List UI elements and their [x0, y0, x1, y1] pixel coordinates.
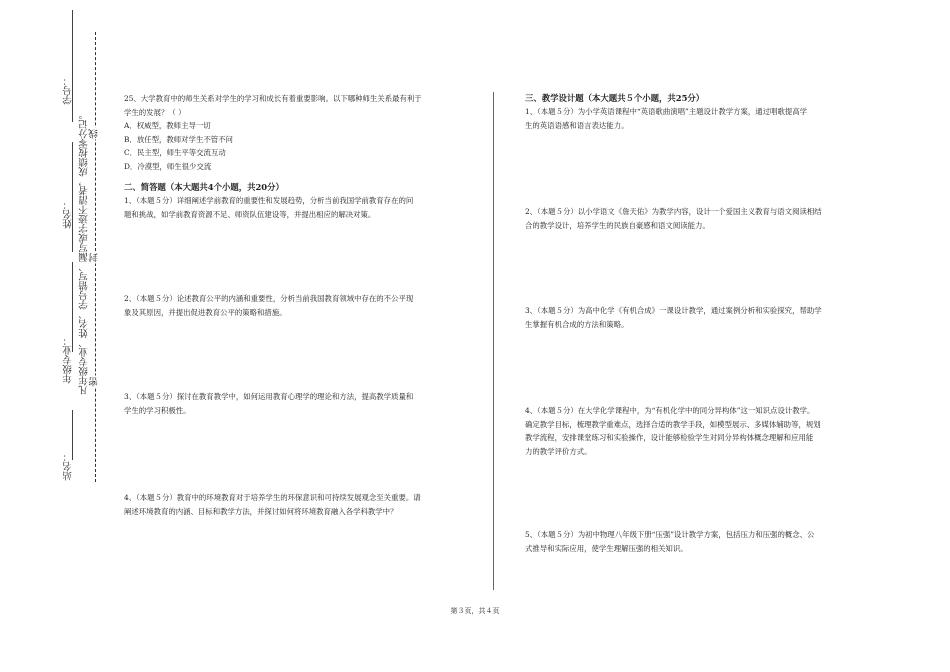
seal-xian: 线	[89, 129, 100, 139]
dq5-line2: 式推导和实际应用，使学生理解压强的相关知识。	[525, 543, 688, 553]
seal-mi: 密	[89, 377, 100, 387]
q25-option-b: B．放任型，教师对学生不管不问	[124, 134, 233, 144]
binding-margin	[0, 0, 110, 672]
section3-heading: 三、教学设计题（本大题共５个小题，共25分）	[525, 93, 705, 103]
sa3-line1: 3、（本题５分）探讨在教育教学中，如何运用教育心理学的理论和方法，提高教学质量和	[124, 392, 414, 401]
question-25	[124, 92, 422, 173]
dq4-line4: 力的教学评价方式。	[525, 446, 592, 456]
sa4-line2: 阐述环境教育的内涵、目标和教学方法，并探讨如何将环境教育融入各学科教学中？	[124, 506, 398, 516]
design-question-4	[525, 404, 821, 458]
sa1-line1: 1、（本题５分）详细阐述学前教育的重要性和发展趋势，分析当前我国学前教育存在的问	[124, 196, 414, 205]
short-answer-1	[124, 194, 413, 221]
dq1-line2: 生的英语语感和语言表达能力。	[525, 120, 629, 130]
xingming-label: 姓名：	[63, 200, 74, 229]
column-divider	[493, 92, 494, 590]
dq5-line1: 5、（本题５分）为初中物理八年级下册“压强”设计教学方案，包括压力和压强的概念、公	[525, 530, 815, 539]
xuehao-underline	[72, 10, 73, 122]
design-question-1	[525, 105, 807, 132]
dq4-line3: 教学流程，安排课堂练习和实验操作，设计能够检验学生对同分异构体概念理解和应用能	[525, 433, 814, 442]
q25-option-a: A．权威型，教师主导一切	[124, 121, 211, 130]
q25-stem-line1: 25、大学教育中的师生关系对学生的学习和成长有着重要影响。以下哪种师生关系最有利于	[124, 94, 422, 103]
dq1-line1: 1、（本题５分）为小学英语课程中“英语歌曲演唱”主题设计教学方案，通过唱歌提高学	[525, 107, 808, 116]
dq3-line2: 生掌握有机合成的方法和策略。	[525, 319, 629, 329]
sa4-line1: 4、（本题５分）教育中的环境教育对于培养学生的环保意识和可持续发展观念至关重要。请	[124, 493, 421, 502]
design-question-2	[525, 205, 822, 232]
sa3-line2: 学生的学习积极性。	[124, 405, 191, 415]
section2-heading: 二、简答题（本大题共4个小题，共20分）	[124, 182, 284, 192]
short-answer-4	[124, 491, 421, 518]
station-label: 站名：	[63, 452, 74, 481]
design-question-5	[525, 528, 814, 555]
xuehao-label: 学号：	[63, 76, 74, 105]
design-question-3	[525, 304, 822, 331]
sa2-line2: 象及其原因，并提出促进教育公平的策略和措施。	[124, 307, 287, 317]
short-answer-3	[124, 390, 413, 417]
sa2-line1: 2、（本题５分）论述教育公平的内涵和重要性，分析当前我国教育领域中存在的不公平现	[124, 294, 414, 303]
sa1-line2: 题和挑战，如学前教育资源不足、师资队伍建设等，并提出相应的解决对策。	[124, 209, 376, 219]
q25-option-d: D．冷漠型，师生很少交流	[124, 161, 212, 171]
dq3-line1: 3、（本题５分）为高中化学《有机合成》一课设计教学，通过案例分析和实验探究，帮助学	[525, 306, 822, 315]
page-footer: 第３页，共４页	[450, 607, 500, 615]
warning-text: 凡年级专业、姓名、学号错写、漏写或字迹不清者，成绩按零分记。	[79, 110, 90, 395]
dq2-line2: 合的教学设计，培养学生的民族自豪感和语文阅读能力。	[525, 220, 710, 230]
dq2-line1: 2、（本题５分）以小学语文《詹天佑》为教学内容，设计一个爱国主义教育与语文阅读相结	[525, 207, 822, 216]
short-answer-2	[124, 292, 413, 319]
q25-stem-line2: 学生的发展？（ ）	[124, 107, 186, 117]
seal-feng: 封	[89, 253, 100, 263]
dq4-line2: 确定教学目标，梳理教学重难点，选择合适的教学手段，如模型展示、多媒体辅助等，规划	[525, 419, 821, 429]
major-label: 年级专业：	[63, 336, 74, 384]
q25-option-c: C．民主型，师生平等交流互动	[124, 148, 226, 157]
name-underline	[72, 142, 73, 252]
dq4-line1: 4、（本题５分）在大学化学课程中，为“有机化学中的同分异构体”这一知识点设计教学。	[525, 406, 815, 415]
